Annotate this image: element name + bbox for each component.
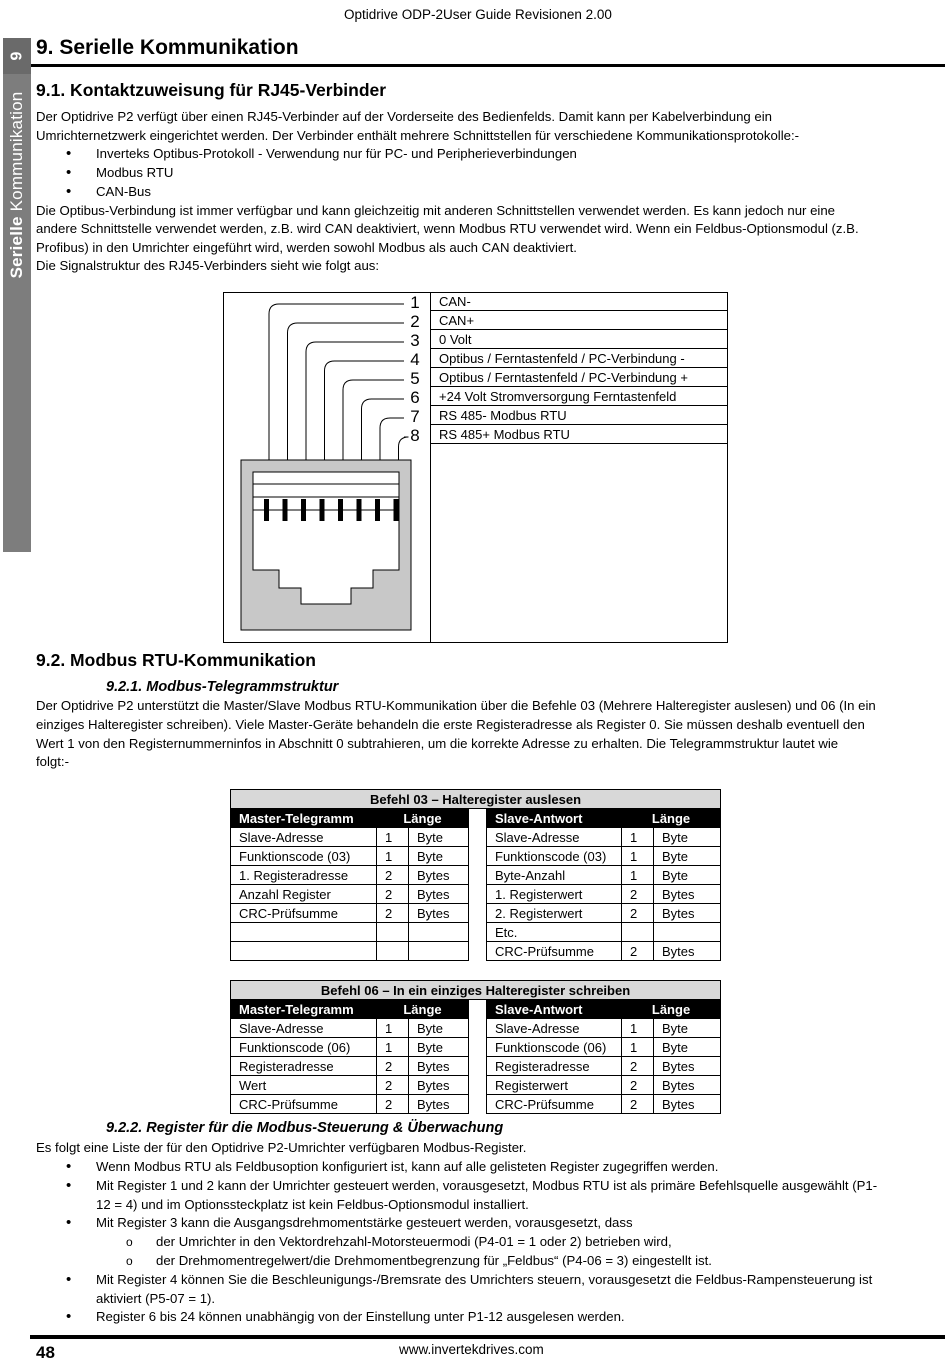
table-cell: Registeradresse: [487, 1057, 622, 1076]
table-cell: Funktionscode (06): [231, 1038, 377, 1057]
table-row: [231, 828, 721, 847]
paragraph-line: andere Schnittstelle verwendet werden, z.B. wird CAN deaktiviert, wenn Modbus RTU verwendet wird. Wenn ein Feldbus-Optionsmodul (z.B.: [36, 221, 859, 236]
table-cell: Bytes: [409, 1095, 469, 1114]
pin-number: 5: [410, 369, 420, 388]
table-cell: Byte-Anzahl: [487, 866, 622, 885]
table-row: [231, 1095, 721, 1114]
document-header: Optidrive ODP-2User Guide Revisionen 2.00: [344, 7, 612, 22]
table-cell: Bytes: [654, 1095, 721, 1114]
table-cell: Byte: [654, 828, 721, 847]
pin-leader-line: [380, 418, 404, 460]
table-cell: Byte: [654, 847, 721, 866]
table-cell: [409, 923, 469, 942]
pin-signal-label: 0 Volt: [431, 330, 728, 349]
pin-signal-label: Optibus / Ferntastenfeld / PC-Verbindung +: [431, 368, 728, 387]
connector-contact: [338, 499, 343, 521]
pin-number: 3: [410, 331, 420, 350]
table-cell: 2: [377, 1057, 409, 1076]
table-cell: Byte: [409, 847, 469, 866]
table-cell: 2: [377, 904, 409, 923]
bullet-continuation: 12 = 4) und im Optionssteckplatz ist kein Feldbus-Optionsmodul installiert.: [96, 1196, 529, 1212]
table-cell: Funktionscode (03): [231, 847, 377, 866]
table-cell: Bytes: [409, 1057, 469, 1076]
table-cell: Funktionscode (03): [487, 847, 622, 866]
paragraph-line: einziges Halteregister schreiben). Viele Master-Geräte behandeln die erste Registeradresse als Register 0. Sie müssen deshalb eventuell den: [36, 717, 865, 732]
section-9-2-title: 9.2. Modbus RTU-Kommunikation: [36, 650, 316, 670]
command-03-table: [230, 789, 721, 961]
paragraph-line: folgt:-: [36, 754, 69, 769]
table-cell: [622, 923, 654, 942]
paragraph-line: Die Signalstruktur des RJ45-Verbinders sieht wie folgt aus:: [36, 258, 380, 273]
table-cell: 2: [622, 885, 654, 904]
connector-contact: [375, 499, 380, 521]
section-9-2-1-title: 9.2.1. Modbus-Telegrammstruktur: [106, 679, 339, 695]
connector-contact: [320, 499, 325, 521]
pin-leader-line: [269, 304, 404, 460]
table-cell: Bytes: [654, 1057, 721, 1076]
pin-signal-label: +24 Volt Stromversorgung Ferntastenfeld: [431, 387, 728, 406]
pin-leader-line: [343, 380, 404, 460]
bullet-continuation: aktiviert (P5-07 = 1).: [96, 1290, 216, 1306]
bullet-item: • Mit Register 4 können Sie die Beschleunigungs-/Bremsrate des Umrichters steuern, vorausgesetzt die Feldbus-Rampensteuerung ist: [96, 1271, 872, 1290]
table-row: [231, 847, 721, 866]
pin-signal-label: Optibus / Ferntastenfeld / PC-Verbindung -: [431, 349, 728, 368]
table-row: [231, 923, 721, 942]
pin-leader-line: [362, 399, 405, 460]
pin-signal-label: CAN+: [431, 311, 728, 330]
bullet-item: • Modbus RTU: [96, 164, 173, 183]
pin-signal-label: CAN-: [431, 292, 728, 311]
table-row: [231, 1057, 721, 1076]
master-telegram-header: Master-Telegramm: [231, 1000, 377, 1019]
table-cell: 2: [377, 885, 409, 904]
connector-contact: [283, 499, 288, 521]
chapter-title: 9. Serielle Kommunikation: [36, 36, 299, 59]
table-cell: Byte: [409, 1038, 469, 1057]
table-cell: CRC-Prüfsumme: [487, 1095, 622, 1114]
pin-signal-label: RS 485+ Modbus RTU: [431, 425, 728, 444]
table-title: Befehl 06 – In ein einziges Halteregister schreiben: [231, 981, 721, 1000]
rj45-connector-drawing: [223, 292, 433, 643]
table-cell: Byte: [409, 1019, 469, 1038]
table-row: [231, 866, 721, 885]
sub-bullet-item: o der Drehmomentregelwert/die Drehmomentbegrenzung für „Feldbus“ (P4-06 = 3) eingestellt ist.: [156, 1252, 712, 1271]
header-rule: [30, 64, 945, 67]
table-row: [231, 885, 721, 904]
table-cell: 2: [622, 1076, 654, 1095]
table-cell: Registerwert: [487, 1076, 622, 1095]
footer-rule: [30, 1335, 945, 1339]
pin-number: 4: [410, 350, 420, 369]
table-cell: Bytes: [654, 1076, 721, 1095]
table-cell: 2: [377, 1095, 409, 1114]
paragraph-line: Der Optidrive P2 verfügt über einen RJ45-Verbinder auf der Vorderseite des Bedienfelds. Damit kann per Kabelverbindung ein: [36, 109, 773, 124]
table-cell: 2: [622, 1057, 654, 1076]
chapter-side-label: [3, 80, 31, 290]
table-cell: 2: [622, 1095, 654, 1114]
table-cell: 2: [377, 866, 409, 885]
table-cell: CRC-Prüfsumme: [231, 904, 377, 923]
bullet-item: • CAN-Bus: [96, 183, 151, 202]
paragraph-line: Die Optibus-Verbindung ist immer verfügbar und kann gleichzeitig mit anderen Schnittstellen verwendet werden. Es kann jedoch nur eine: [36, 202, 836, 218]
paragraph-line: Profibus) in den Umrichter eingeführt wird, werden sowohl Modbus als auch CAN deaktiviert.: [36, 239, 577, 255]
table-cell: Bytes: [654, 942, 721, 961]
pin-leader-line: [288, 323, 405, 460]
table-cell: Anzahl Register: [231, 885, 377, 904]
table-cell: CRC-Prüfsumme: [487, 942, 622, 961]
table-cell: [409, 942, 469, 961]
pin-number: 2: [410, 312, 420, 331]
table-cell: 1. Registeradresse: [231, 866, 377, 885]
table-cell: Funktionscode (06): [487, 1038, 622, 1057]
table-cell: Bytes: [654, 904, 721, 923]
table-row: [231, 1038, 721, 1057]
table-cell: [377, 923, 409, 942]
table-cell: Bytes: [654, 885, 721, 904]
pin-number: 1: [410, 293, 420, 312]
chapter-number-tab: [3, 38, 31, 74]
bullet-item: • Mit Register 1 und 2 kann der Umrichter gesteuert werden, vorausgesetzt, Modbus RTU ist als primäre Befehlsquelle ausgewählt (P1-: [96, 1177, 877, 1196]
table-cell: Byte: [409, 828, 469, 847]
pin-leader-line: [306, 342, 404, 460]
connector-contact: [394, 499, 399, 521]
table-cell: 1: [622, 828, 654, 847]
chapter-number: 9: [8, 51, 25, 61]
length-header: Länge: [622, 809, 721, 828]
pin-leader-line: [325, 361, 405, 460]
table-cell: Byte: [654, 1038, 721, 1057]
table-cell: Byte: [654, 1019, 721, 1038]
master-telegram-header: Master-Telegramm: [231, 809, 377, 828]
table-cell: 2. Registerwert: [487, 904, 622, 923]
slave-response-header: Slave-Antwort: [487, 809, 622, 828]
table-cell: Slave-Adresse: [487, 828, 622, 847]
table-cell: 2: [622, 904, 654, 923]
side-label-bold: Serielle: [7, 216, 26, 279]
table-row: [231, 942, 721, 961]
slave-response-header: Slave-Antwort: [487, 1000, 622, 1019]
table-row: [231, 1019, 721, 1038]
table-cell: Slave-Adresse: [487, 1019, 622, 1038]
footer-url: www.invertekdrives.com: [399, 1342, 544, 1357]
connector-contact: [357, 499, 362, 521]
bullet-item: • Wenn Modbus RTU als Feldbusoption konfiguriert ist, kann auf alle gelisteten Register zugegriffen werden.: [96, 1158, 718, 1177]
table-cell: 1: [622, 1038, 654, 1057]
table-cell: Etc.: [487, 923, 622, 942]
sub-bullet-item: o der Umrichter in den Vektordrehzahl-Motorsteuermodi (P4-01 = 1 oder 2) betrieben wird,: [156, 1233, 672, 1252]
table-cell: Bytes: [409, 904, 469, 923]
table-cell: 1: [377, 1019, 409, 1038]
length-header: Länge: [377, 1000, 469, 1019]
table-cell: Bytes: [409, 866, 469, 885]
paragraph-line: Wert 1 von den Registernummerninfos in Abschnitt 0 subtrahieren, um die korrekte Adresse zu erhalten. Die Telegrammstruktur lautet wie: [36, 735, 839, 751]
table-cell: Bytes: [409, 885, 469, 904]
table-cell: 2: [377, 1076, 409, 1095]
table-cell: [231, 942, 377, 961]
table-cell: Wert: [231, 1076, 377, 1095]
page-number: 48: [36, 1343, 55, 1360]
bullet-item: • Mit Register 3 kann die Ausgangsdrehmomentstärke gesteuert werden, vorausgesetzt, dass: [96, 1214, 633, 1233]
table-cell: 1: [622, 847, 654, 866]
table-cell: 1: [377, 847, 409, 866]
table-cell: Slave-Adresse: [231, 1019, 377, 1038]
bullet-item: • Register 6 bis 24 können unabhängig von der Einstellung unter P1-12 ausgelesen werden.: [96, 1308, 625, 1327]
paragraph-line: Umrichternetzwerk eingerichtet werden. Der Verbinder enthält mehrere Schnittstellen für verschiedene Kommunikationsprotokolle:-: [36, 127, 800, 143]
table-cell: 1: [622, 866, 654, 885]
table-cell: [654, 923, 721, 942]
command-06-table: [230, 980, 721, 1114]
table-cell: 2: [622, 942, 654, 961]
table-cell: [377, 942, 409, 961]
table-cell: 1. Registerwert: [487, 885, 622, 904]
table-cell: [231, 923, 377, 942]
length-header: Länge: [622, 1000, 721, 1019]
pin-signal-label: RS 485- Modbus RTU: [431, 406, 728, 425]
table-cell: 1: [377, 828, 409, 847]
table-row: [231, 1076, 721, 1095]
pin-number: 6: [410, 388, 420, 407]
pin-number: 8: [410, 426, 420, 445]
connector-contact: [264, 499, 269, 521]
table-cell: 1: [377, 1038, 409, 1057]
connector-contact: [301, 499, 306, 521]
pin-number: 7: [410, 407, 420, 426]
table-cell: CRC-Prüfsumme: [231, 1095, 377, 1114]
paragraph-line: Es folgt eine Liste der für den Optidrive P2-Umrichter verfügbaren Modbus-Register.: [36, 1140, 527, 1155]
paragraph-line: Der Optidrive P2 unterstützt die Master/Slave Modbus RTU-Kommunikation über die Befehle 03 (Mehrere Halteregister auslesen) und 06 (In ein: [36, 698, 876, 713]
side-label-rest: Kommunikation: [7, 91, 26, 212]
table-row: [231, 904, 721, 923]
table-cell: Slave-Adresse: [231, 828, 377, 847]
section-9-1-title: 9.1. Kontaktzuweisung für RJ45-Verbinder: [36, 80, 387, 100]
table-cell: 1: [622, 1019, 654, 1038]
section-9-2-2-title: 9.2.2. Register für die Modbus-Steuerung & Überwachung: [106, 1120, 504, 1136]
table-cell: Bytes: [409, 1076, 469, 1095]
table-title: Befehl 03 – Halteregister auslesen: [231, 790, 721, 809]
bullet-item: • Inverteks Optibus-Protokoll - Verwendung nur für PC- und Peripherieverbindungen: [96, 145, 577, 164]
length-header: Länge: [377, 809, 469, 828]
table-cell: Registeradresse: [231, 1057, 377, 1076]
table-cell: Byte: [654, 866, 721, 885]
